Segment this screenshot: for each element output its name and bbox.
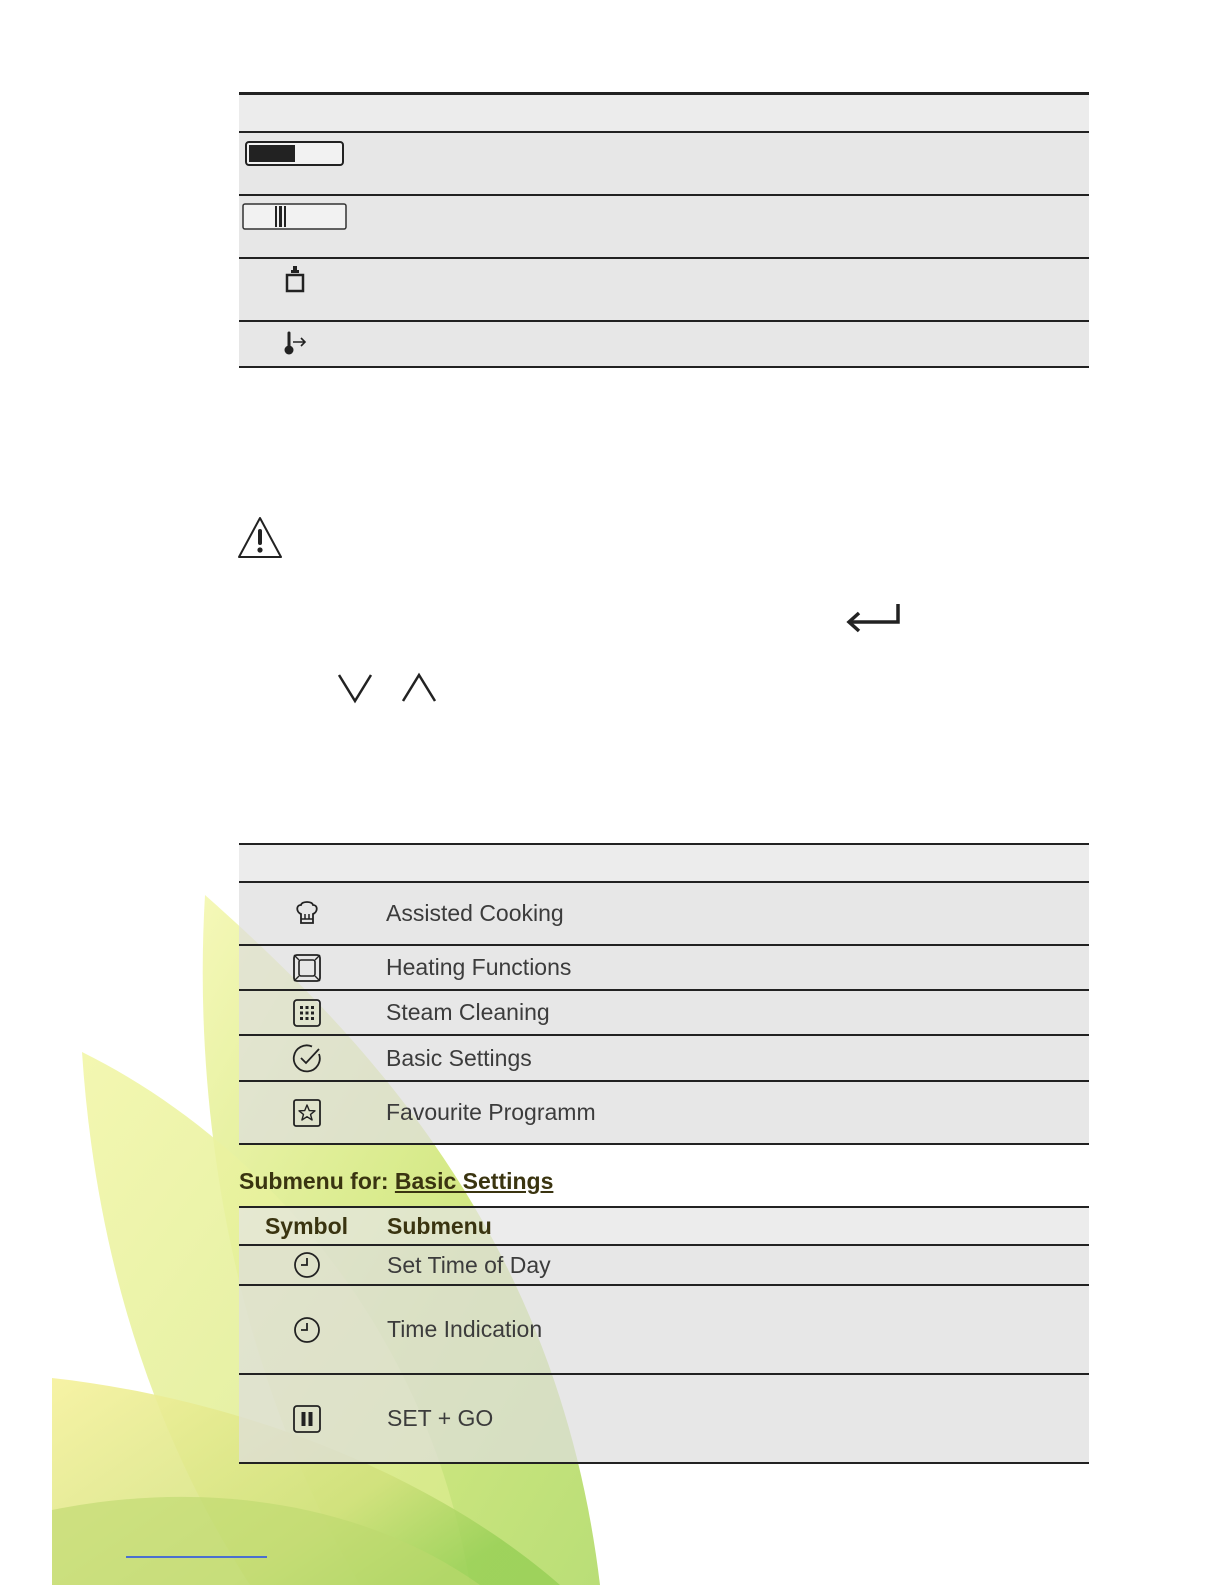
column-header-symbol: Symbol <box>264 1212 349 1239</box>
menu-item-assisted-cooking[interactable] <box>239 882 1089 945</box>
menu-item-basic-settings[interactable] <box>239 1035 1089 1081</box>
steam-grid-icon <box>292 998 322 1028</box>
submenu-item-label: Time Indication <box>387 1316 543 1342</box>
check-circle-icon <box>292 1043 322 1073</box>
submenu-item-label: SET + GO <box>387 1405 494 1431</box>
chef-hat-icon <box>292 899 322 929</box>
core-temperature-sensor-icon <box>283 330 311 360</box>
table-header-row <box>239 844 1089 882</box>
menu-item-heating-functions[interactable] <box>239 945 1089 990</box>
bottom-link-underline[interactable] <box>126 1556 267 1558</box>
rapid-heat-up-bar-icon <box>242 202 348 232</box>
table-row <box>239 132 1089 195</box>
submenu-item-label: Set Time of Day <box>387 1251 551 1278</box>
oven-heating-icon <box>292 953 322 983</box>
table-row <box>239 258 1089 321</box>
chevron-down-icon <box>337 672 373 704</box>
basic-settings-link[interactable]: Basic Settings <box>394 1168 554 1194</box>
menu-item-label: Assisted Cooking <box>386 900 564 926</box>
submenu-item-set-time-of-day[interactable] <box>239 1245 1089 1285</box>
menu-item-label: Heating Functions <box>386 954 572 980</box>
menu-item-steam-cleaning[interactable] <box>239 990 1089 1035</box>
column-header-submenu: Submenu <box>387 1212 492 1239</box>
menu-item-label: Favourite Programm <box>386 1099 596 1125</box>
return-enter-icon <box>845 600 903 636</box>
warning-triangle-icon <box>237 516 283 560</box>
submenu-item-set-go[interactable] <box>239 1374 1089 1463</box>
submenu-item-time-indication[interactable] <box>239 1285 1089 1374</box>
heating-indicator-bar-icon <box>245 140 345 168</box>
table-header-row <box>239 1207 1089 1245</box>
table-row <box>239 321 1089 367</box>
indicator-table <box>239 92 1089 368</box>
clock-icon <box>292 1250 322 1280</box>
chevron-up-icon <box>401 672 437 704</box>
star-box-icon <box>292 1098 322 1128</box>
table-row <box>239 195 1089 258</box>
water-tank-icon <box>283 265 307 295</box>
main-menu-table <box>239 843 1089 1145</box>
pause-box-icon <box>292 1404 322 1434</box>
clock-icon <box>292 1315 322 1345</box>
submenu-heading <box>239 1168 553 1195</box>
submenu-heading-prefix: Submenu for: <box>239 1168 389 1194</box>
menu-item-favourite-programm[interactable] <box>239 1081 1089 1144</box>
menu-item-label: Basic Settings <box>386 1044 532 1071</box>
table-header-row <box>239 94 1089 132</box>
menu-item-label: Steam Cleaning <box>386 999 550 1025</box>
submenu-table <box>239 1206 1089 1464</box>
